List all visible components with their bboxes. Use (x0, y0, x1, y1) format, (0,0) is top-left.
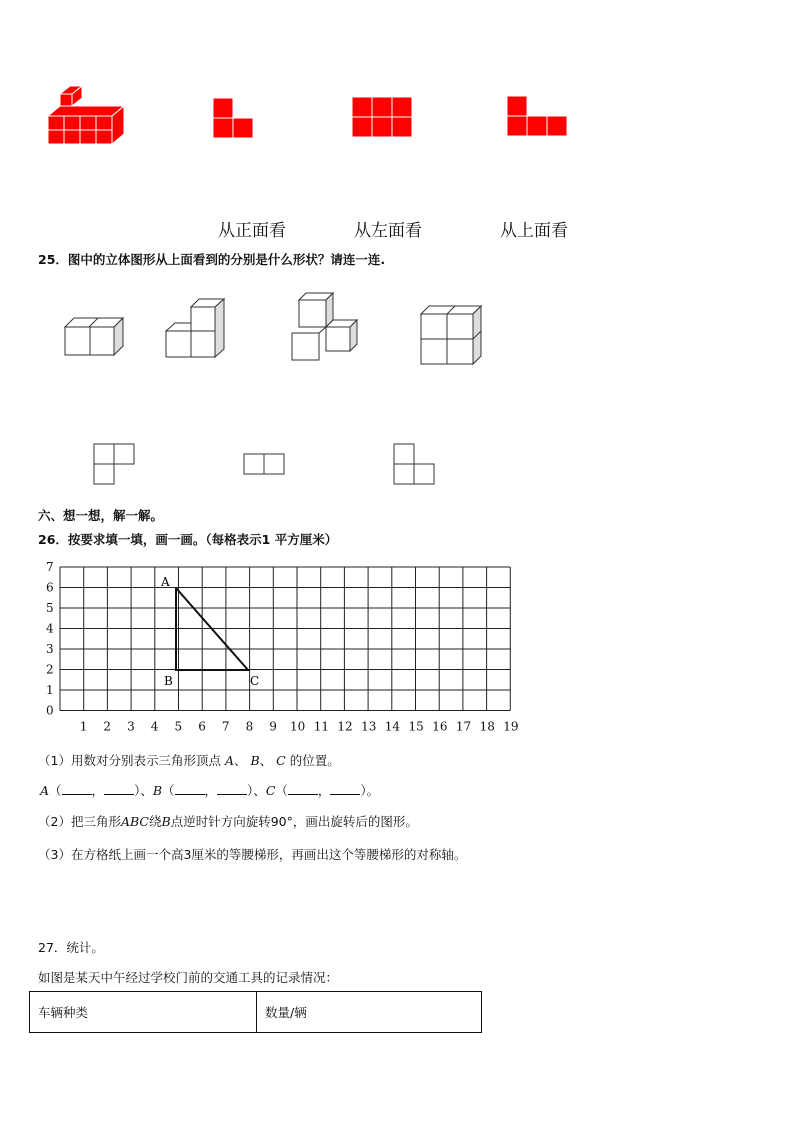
blank-by[interactable] (217, 782, 247, 795)
front-view-label: 从正面看 (218, 221, 286, 241)
x-tick-label: 3 (127, 719, 135, 734)
q25-text: 25．图中的立体图形从上面看到的分别是什么形状？请连一连. (38, 252, 386, 267)
view-option-2[interactable] (243, 453, 287, 477)
x-tick-label: 6 (198, 719, 206, 734)
x-tick-label: 2 (103, 719, 112, 734)
x-tick-label: 11 (313, 719, 329, 734)
blank-cx[interactable] (288, 782, 318, 795)
x-tick-label: 16 (432, 719, 448, 734)
q26-part1: （1）用数对分别表示三角形顶点 A、 B、 C 的位置。 (38, 753, 340, 768)
cube-figure-2 (165, 297, 227, 359)
label-b: B (164, 674, 173, 688)
traffic-table (29, 991, 482, 1033)
x-tick-label: 19 (503, 719, 519, 734)
x-tick-label: 1 (79, 719, 88, 734)
x-tick-label: 12 (337, 719, 353, 734)
blank-ax[interactable] (62, 782, 92, 795)
label-c: C (250, 674, 260, 688)
y-tick-label: 0 (46, 703, 54, 718)
x-tick-label: 7 (221, 719, 230, 734)
x-tick-label: 15 (408, 719, 424, 734)
x-tick-label: 4 (150, 719, 159, 734)
section6-title: 六、想一想，解一解。 (38, 508, 164, 523)
red-cube-figure (40, 80, 130, 150)
cube-figure-1 (64, 312, 126, 356)
table-row (30, 992, 482, 1033)
blank-ay[interactable] (104, 782, 134, 795)
header-quantity: 数量/辆 (257, 992, 482, 1033)
x-tick-label: 8 (245, 719, 254, 734)
x-tick-label: 13 (361, 719, 377, 734)
blank-bx[interactable] (175, 782, 205, 795)
q26-part3: （3）在方格纸上画一个高3厘米的等腰梯形，再画出这个等腰梯形的对称轴。 (38, 847, 467, 862)
header-vehicle-type: 车辆种类 (30, 992, 257, 1033)
top-view-shape (506, 95, 570, 137)
label-a: A (161, 575, 170, 589)
cube-figure-3 (291, 292, 361, 362)
blank-cy[interactable] (330, 782, 360, 795)
view-option-1[interactable] (93, 443, 137, 487)
coordinate-grid[interactable] (30, 556, 530, 736)
y-tick-label: 6 (46, 580, 54, 595)
y-tick-label: 2 (46, 662, 54, 677)
x-tick-label: 5 (174, 719, 183, 734)
x-tick-label: 14 (384, 719, 401, 734)
y-tick-label: 3 (46, 642, 54, 656)
x-tick-label: 10 (290, 719, 306, 734)
y-tick-label: 4 (46, 621, 54, 636)
q26-text: 26．按要求填一填，画一画。（每格表示1 平方厘米） (38, 532, 338, 547)
q26-fill-line: A（ ， ）、B（ ， ）、C（ ， ）。 (40, 783, 380, 798)
x-tick-label: 9 (269, 719, 277, 734)
cube-figure-4 (420, 304, 484, 366)
y-tick-label: 1 (46, 683, 54, 697)
front-view-shape (212, 97, 256, 139)
y-tick-label: 5 (46, 601, 54, 615)
left-view-label: 从左面看 (354, 221, 422, 241)
left-view-shape (351, 96, 415, 138)
view-option-3[interactable] (393, 443, 437, 487)
y-tick-label: 7 (46, 560, 54, 574)
q27-title: 27．统计。 (38, 940, 104, 955)
x-tick-label: 17 (455, 719, 472, 734)
q26-part2: （2）把三角形ABC绕B点逆时针方向旋转90°，画出旋转后的图形。 (38, 814, 418, 829)
top-view-label: 从上面看 (500, 221, 568, 241)
q27-intro: 如图是某天中午经过学校门前的交通工具的记录情况： (38, 970, 339, 985)
x-tick-label: 18 (479, 719, 495, 734)
